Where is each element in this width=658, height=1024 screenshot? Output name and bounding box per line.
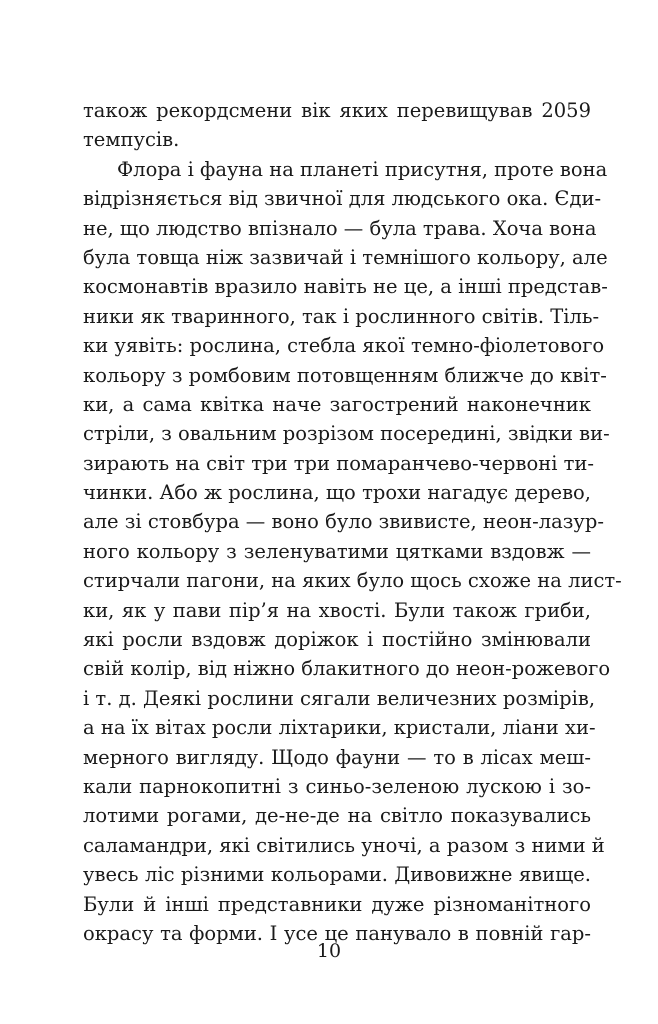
text-line: космонавтів вразило навіть не це, а інші представ- <box>83 275 608 299</box>
text-line: зирають на світ три три помаранчево-червоні ти- <box>83 451 595 475</box>
page-number: 10 <box>316 940 342 962</box>
text-line: кали парнокопитні з синьо-зеленою лускою і зо- <box>83 774 591 798</box>
text-line: і т. д. Деякі рослини сягали величезних розмірів, <box>83 686 596 710</box>
text-line: які росли вздовж доріжок і постійно змінювали <box>83 628 591 652</box>
paragraph <box>83 96 591 155</box>
text-line: темпусів. <box>83 128 180 152</box>
text-line: Були й інші представники дуже різноманітного <box>83 892 591 916</box>
text-line: увесь ліс різними кольорами. Дивовижне явище. <box>83 863 591 887</box>
text-line: ки уявіть: рослина, стебла якої темно-фіолетового <box>83 334 605 358</box>
text-line: лотими рогами, де-не-де на світло показувались <box>83 804 591 828</box>
text-line: мерного вигляду. Щодо фауни — то в лісах меш- <box>83 745 591 769</box>
text-line: ки, як у пави пір’я на хвості. Були також гриби, <box>83 598 591 622</box>
text-line: але зі стовбура — воно було звивисте, неон-лазур- <box>83 510 604 534</box>
text-line: також рекордсмени вік яких перевищував 2059 <box>83 99 591 122</box>
text-line: саламандри, які світились уночі, а разом з ними й <box>83 833 605 857</box>
body-text <box>83 96 622 948</box>
paragraph <box>83 155 622 949</box>
text-line: ного кольору з зеленуватими цятками вздовж — <box>83 539 591 563</box>
text-line: була товща ніж зазвичай і темнішого кольору, але <box>83 245 608 269</box>
text-line: відрізняється від звичної для людського ока. Єди- <box>83 187 602 211</box>
text-line: а на їх вітах росли ліхтарики, кристали, ліани хи- <box>83 716 596 740</box>
text-line: кольору з ромбовим потовщенням ближче до квіт- <box>83 363 607 387</box>
text-line: не, що людство впізнало — була трава. Хоча вона <box>83 216 597 240</box>
text-line: стріли, з овальним розрізом посередині, звідки ви- <box>83 422 610 446</box>
text-line: чинки. Або ж рослина, що трохи нагадує дерево, <box>83 481 591 505</box>
text-line: ники як тваринного, так і рослинного світів. Тіль- <box>83 304 600 328</box>
text-line: свій колір, від ніжно блакитного до неон-рожевого <box>83 657 611 681</box>
text-line: окрасу та форми. І усе це панувало в повній гар- <box>83 921 591 945</box>
text-line: Флора і фауна на планеті присутня, проте вона <box>117 157 608 181</box>
text-line: ки, а сама квітка наче загострений наконечник <box>83 392 591 416</box>
text-line: стирчали пагони, на яких було щось схоже на лист- <box>83 569 622 593</box>
